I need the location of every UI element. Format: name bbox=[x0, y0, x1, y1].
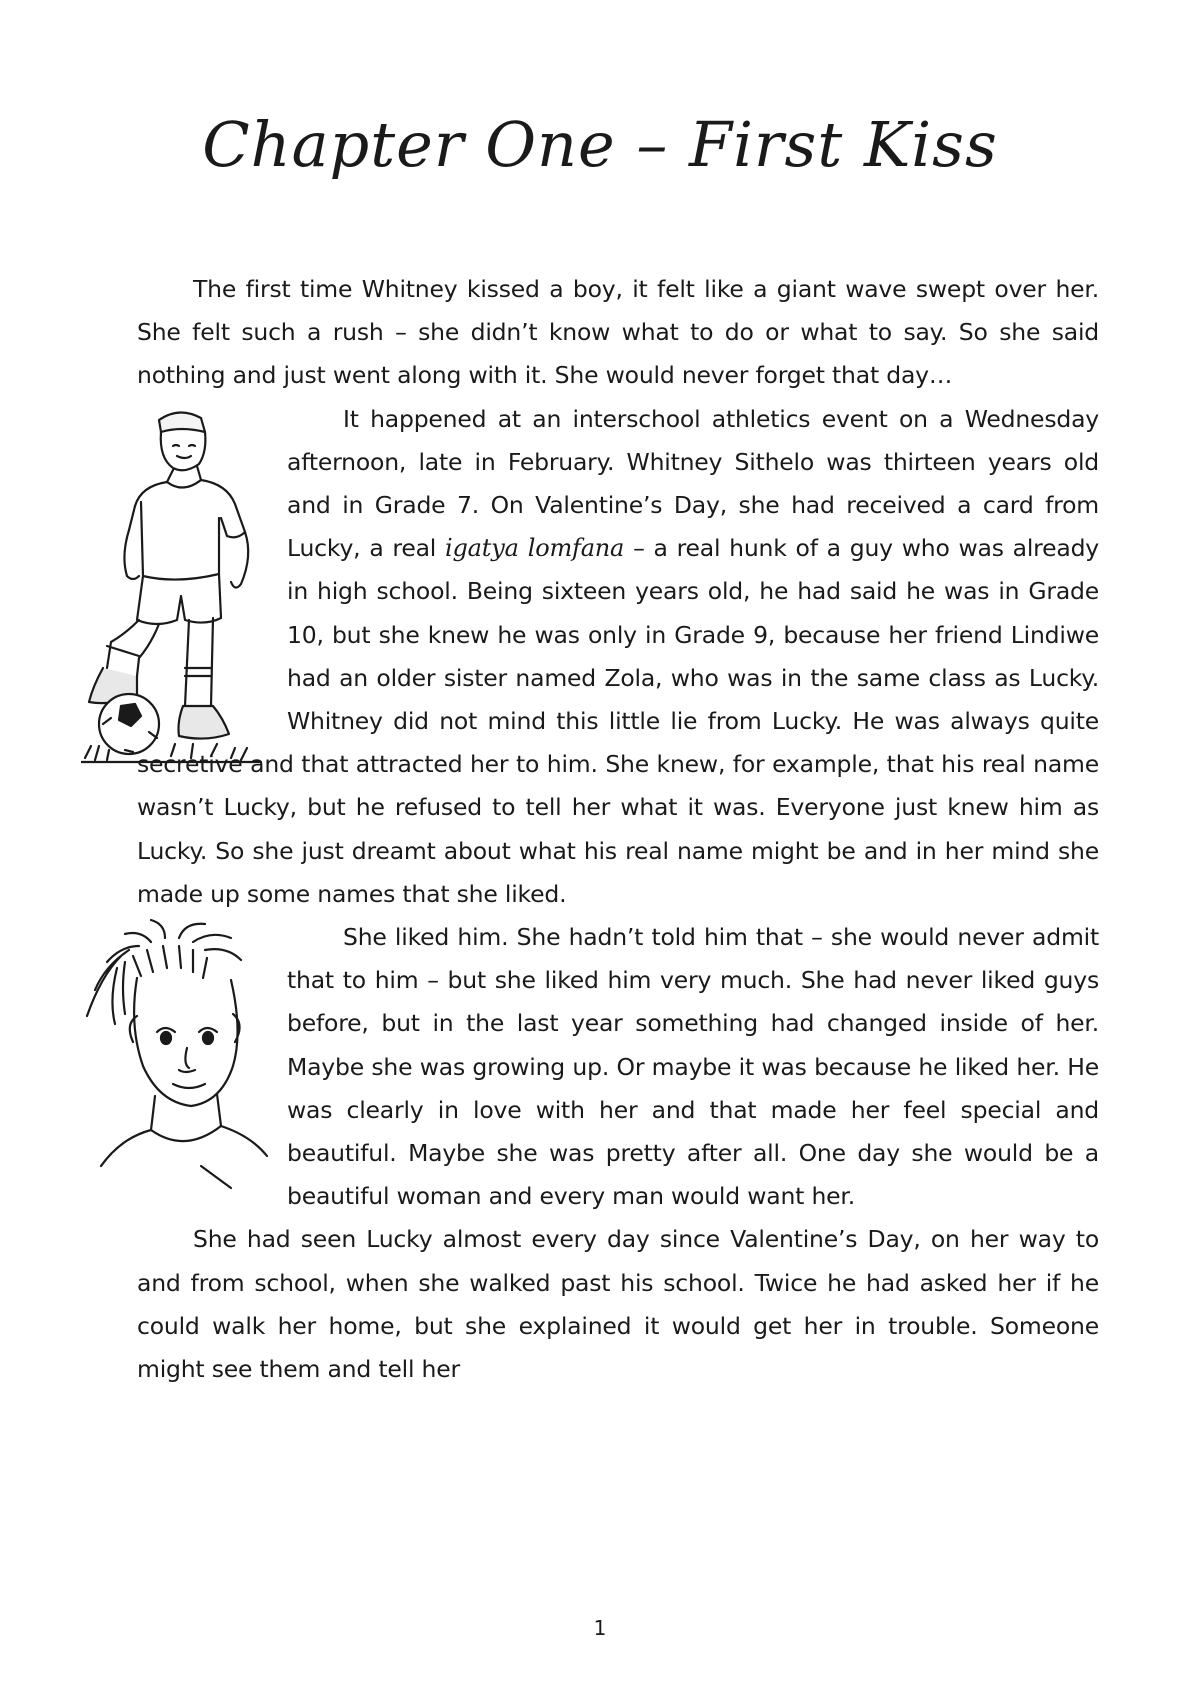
paragraph-3 bbox=[137, 916, 1099, 1218]
page-number: 1 bbox=[593, 1616, 607, 1640]
paragraph-2-italic-phrase: igatya lomfana bbox=[445, 534, 625, 563]
body-text bbox=[137, 268, 1099, 1391]
paragraph-3-text: She liked him. She hadn’t told him that – she would never admit that to him – but she liked him very much. She had never liked guys before, but in the last year something had changed inside of her. Maybe she was growing up. Or maybe it was because he liked her. He was clearly in love with her and that made her feel special and beautiful. Maybe she was pretty after all. One day she would be a beautiful woman and every man would want her. bbox=[287, 923, 1099, 1211]
soccer-player-illustration bbox=[81, 406, 271, 796]
paragraph-1 bbox=[137, 268, 1099, 398]
chapter-title: Chapter One – First Kiss bbox=[202, 108, 998, 181]
paragraph-1-text: The first time Whitney kissed a boy, it felt like a giant wave swept over her. She felt such a rush – she didn’t know what to do or what to say. So she said nothing and just went along with it. She would never forget that day… bbox=[137, 275, 1099, 390]
paragraph-4-text: She had seen Lucky almost every day since Valentine’s Day, on her way to and from school, when she walked past his school. Twice he had asked her if he could walk her home, but she explained it would get her in trouble. Someone might see them and tell her bbox=[137, 1225, 1099, 1384]
girl-portrait-drawing bbox=[81, 916, 271, 1216]
paragraph-4 bbox=[137, 1218, 1099, 1391]
paragraph-2-text-b: – a real hunk of a guy who was already in high school. Being sixteen years old, he had said he was in Grade 10, but she knew he was only in Grade 9, because her friend Lindiwe had an older sister named Zola, who was in the same class as Lucky. Whitney did not mind this little lie from Lucky. He was always quite secretive and that attracted her to him. She knew, for example, that his real name wasn’t Lucky, but he refused to tell her what it was. Everyone just knew him as Lucky. So she just dreamt about what his real name might be and in her mind she made up some names that she liked. bbox=[137, 534, 1100, 908]
paragraph-2-text-a: It happened at an interschool athletics event on a Wednesday afternoon, late in February. Whitney Sithelo was thirteen years old and in Grade 7. On Valentine’s Day, she had received a card from Lucky, a real bbox=[287, 404, 1099, 563]
soccer-player-drawing bbox=[81, 406, 271, 766]
girl-illustration bbox=[81, 916, 271, 1216]
paragraph-2 bbox=[137, 398, 1099, 916]
